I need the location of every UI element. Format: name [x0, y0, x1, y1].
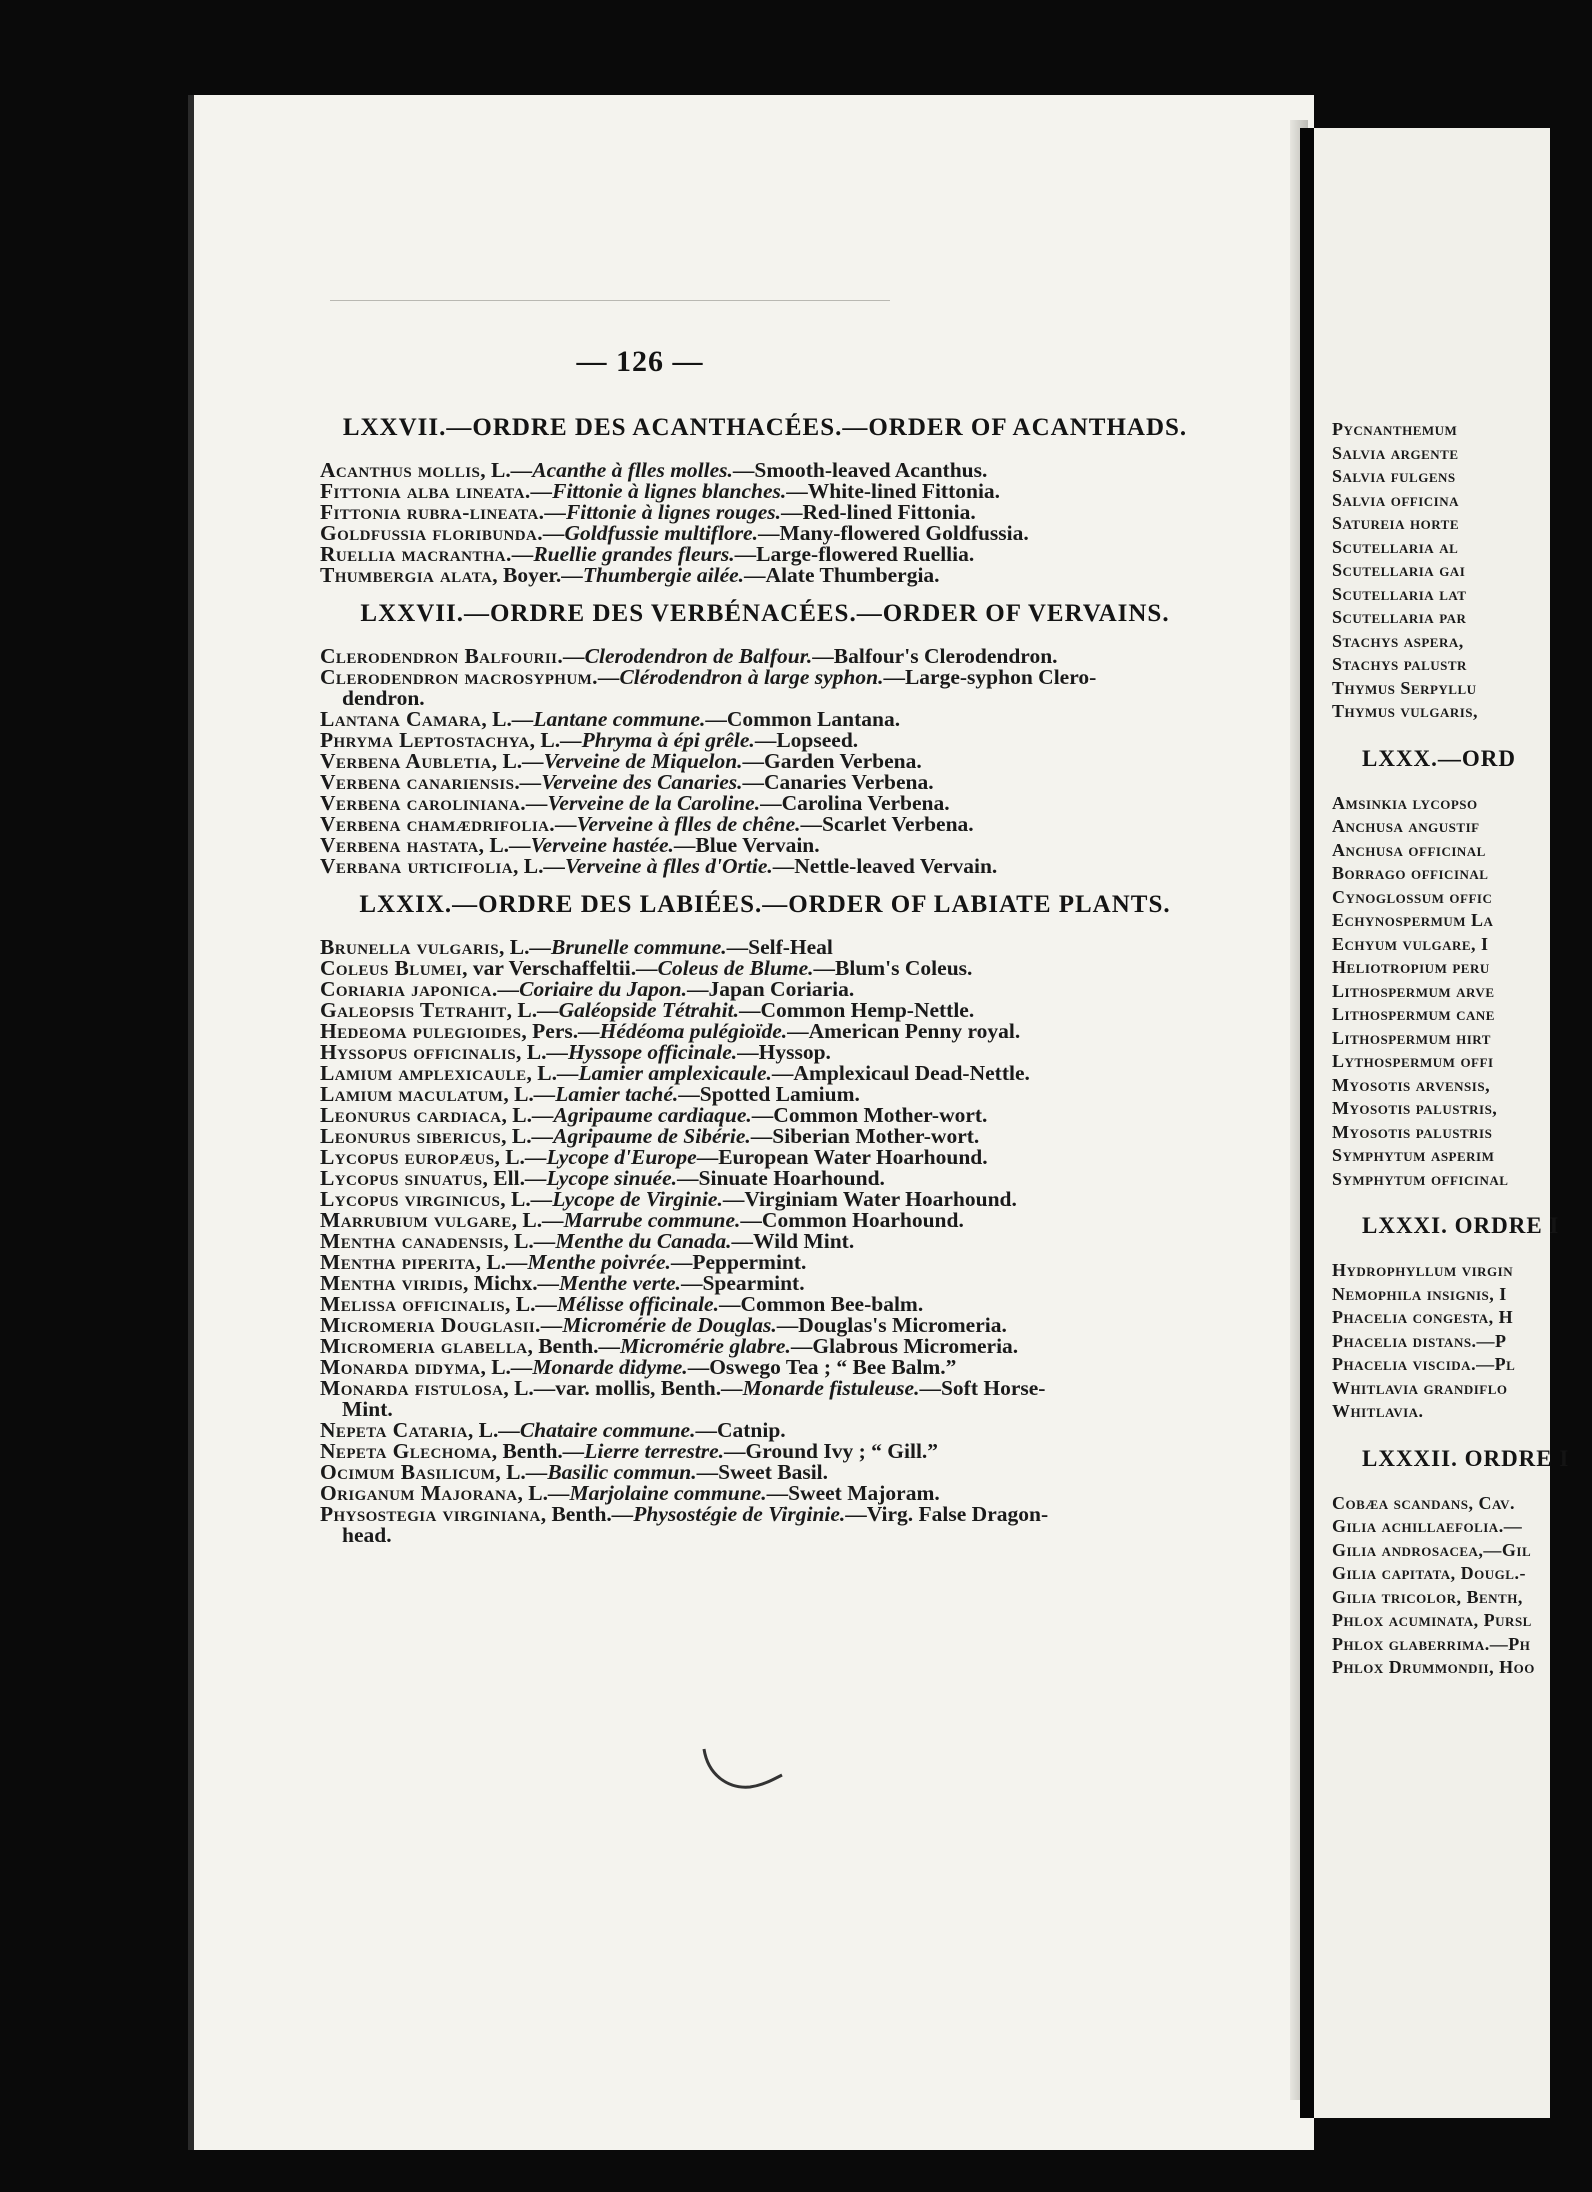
plant-entry	[320, 1189, 1210, 1210]
right-page-line: Anchusa officinal	[1332, 839, 1486, 860]
english-name: —Large-flowered Ruellia.	[734, 542, 975, 566]
right-page-line: Nemophila insignis, I	[1332, 1283, 1507, 1304]
right-page-column	[1332, 418, 1592, 1680]
plant-entry	[320, 1504, 1210, 1546]
french-name: —Menthe verte.	[537, 1271, 681, 1295]
french-name: —Menthe poivrée.	[506, 1250, 671, 1274]
authority: , L.	[481, 707, 512, 731]
scientific-name: Coleus Blumei	[320, 956, 463, 980]
right-list-a	[1332, 418, 1592, 724]
order-heading	[320, 600, 1210, 628]
right-page-line: Gilia androsacea,—Gil	[1332, 1539, 1532, 1560]
order-heading	[320, 891, 1210, 919]
right-heading-2: LXXXI. ORDRE I	[1362, 1213, 1560, 1238]
plant-entry	[320, 1336, 1210, 1357]
authority: , L.	[529, 728, 561, 752]
right-page	[1300, 128, 1570, 2118]
french-name: —Agripaume de Sibérie.	[531, 1124, 751, 1148]
scientific-name: Lamium maculatum	[320, 1082, 504, 1106]
scientific-name: Clerodendron macrosyphum.	[320, 665, 598, 689]
right-page-line: Cobæa scandans, Cav.	[1332, 1492, 1516, 1513]
entry-list	[320, 937, 1210, 1546]
plant-entry	[320, 1021, 1210, 1042]
french-name: —Lierre terrestre.	[562, 1439, 725, 1463]
english-name: —Scarlet Verbena.	[800, 812, 974, 836]
english-name: —Nettle-leaved Vervain.	[772, 854, 998, 878]
authority: , L.	[503, 1229, 534, 1253]
right-page-line: Myosotis palustris	[1332, 1121, 1493, 1142]
authority: , Pers.	[521, 1019, 579, 1043]
scientific-name: Hedeoma pulegioides	[320, 1019, 522, 1043]
plant-entry	[320, 1084, 1210, 1105]
plant-entry	[320, 544, 1210, 565]
authority: , L.	[501, 1124, 532, 1148]
authority: , L.	[467, 1418, 499, 1442]
english-name: —Spearmint.	[680, 1271, 805, 1295]
entry-list	[320, 646, 1210, 877]
right-page-line: Phacelia viscida.—Pl	[1332, 1354, 1516, 1374]
right-list-b	[1332, 792, 1592, 1192]
scientific-name: Coriaria japonica.	[320, 977, 498, 1001]
right-page-line: Symphytum officinal	[1332, 1168, 1509, 1189]
french-name: —Hyssope officinale.	[546, 1040, 738, 1064]
right-page-line: Borrago officinal	[1332, 863, 1489, 883]
right-page-line: Pycnanthemum	[1332, 419, 1458, 439]
french-name: —Verveine à flles d'Ortie.	[543, 854, 773, 878]
right-page-line: Lithospermum arve	[1332, 980, 1495, 1001]
english-name: —American Penny royal.	[787, 1019, 1021, 1043]
plant-entry	[320, 793, 1210, 814]
scientific-name: Nepeta Cataria	[320, 1418, 468, 1442]
plant-entry	[320, 1168, 1210, 1189]
scientific-name: Marrubium vulgare	[320, 1208, 512, 1232]
plant-entry	[320, 751, 1210, 772]
plant-entry	[320, 1210, 1210, 1231]
pencil-mark	[698, 1745, 788, 1795]
english-name: —Carolina Verbena.	[760, 791, 950, 815]
english-name: —Self-Heal	[726, 935, 833, 959]
english-name: —Oswego Tea ; “ Bee Balm.”	[687, 1355, 957, 1379]
plant-entry	[320, 1231, 1210, 1252]
plant-entry	[320, 502, 1210, 523]
scientific-name: Fittonia alba lineata.	[320, 479, 531, 503]
scientific-name: Mentha piperita	[320, 1250, 476, 1274]
scientific-name: Origanum Majorana	[320, 1481, 518, 1505]
page-number: — 126 —	[576, 345, 704, 378]
scientific-name: Verbena caroliniana.	[320, 791, 526, 815]
scientific-name: Brunella vulgaris	[320, 935, 500, 959]
right-page-line: Amsinkia lycopso	[1332, 792, 1478, 813]
entry-continuation: Mint.	[342, 1397, 393, 1421]
plant-entry	[320, 1063, 1210, 1084]
authority: , var Verschaffeltii.	[462, 956, 637, 980]
right-page-line: Gilia tricolor, Benth,	[1332, 1586, 1523, 1607]
scientific-name: Micromeria Douglasii.	[320, 1313, 541, 1337]
french-name: —Agripaume cardiaque.	[532, 1103, 752, 1127]
right-page-line: Satureia horte	[1332, 513, 1459, 533]
french-name: —Monarde didyme.	[510, 1355, 688, 1379]
french-name: —Marjolaine commune.	[547, 1481, 767, 1505]
french-name: —Brunelle commune.	[529, 935, 727, 959]
plant-entry	[320, 937, 1210, 958]
plant-entry	[320, 958, 1210, 979]
english-name: —Garden Verbena.	[742, 749, 922, 773]
right-page-line: Phlox Drummondii, Hoo	[1332, 1657, 1535, 1677]
french-name: —Verveine de Miquelon.	[522, 749, 743, 773]
scientific-name: Acanthus mollis	[320, 458, 481, 482]
scientific-name: Lycopus sinuatus	[320, 1166, 483, 1190]
plant-entry	[320, 565, 1210, 586]
english-name: —European Water Hoarhound.	[696, 1145, 988, 1169]
right-page-line: Echyum vulgare, I	[1332, 933, 1489, 954]
plant-entry	[320, 1462, 1210, 1483]
plant-entry	[320, 1147, 1210, 1168]
plant-entry	[320, 835, 1210, 856]
right-heading-3: LXXXII. ORDRE I	[1362, 1445, 1570, 1471]
english-name: —Virginiam Water Hoarhound.	[722, 1187, 1017, 1211]
right-page-line: Lithospermum cane	[1332, 1004, 1495, 1024]
right-list-d	[1332, 1492, 1592, 1680]
french-name: —Thumbergie ailée.	[561, 563, 745, 587]
scientific-name: Verbena Aubletia	[320, 749, 492, 773]
french-name: —Mélisse officinale.	[535, 1292, 719, 1316]
scientific-name: Lycopus europæus	[320, 1145, 495, 1169]
english-name: —Siberian Mother-wort.	[750, 1124, 980, 1148]
right-page-line: Scutellaria lat	[1332, 583, 1467, 604]
plant-entry	[320, 460, 1210, 481]
english-name: —White-lined Fittonia.	[786, 479, 1001, 503]
scientific-name: Clerodendron Balfourii.	[320, 644, 564, 668]
scientific-name: Leonurus cardiaca	[320, 1103, 502, 1127]
english-name: —Many-flowered Goldfussia.	[757, 521, 1029, 545]
right-page-line: Salvia fulgens	[1332, 466, 1456, 486]
plant-entry	[320, 523, 1210, 544]
english-name: —Smooth-leaved Acanthus.	[732, 458, 988, 482]
french-name: —Marrube commune.	[542, 1208, 741, 1232]
english-name: —Wild Mint.	[731, 1229, 855, 1253]
english-name: —Balfour's Clerodendron.	[812, 644, 1058, 668]
english-name: —Glabrous Micromeria.	[790, 1334, 1019, 1358]
english-name: —Soft Horse-	[919, 1376, 1046, 1400]
scientific-name: Melissa officinalis	[320, 1292, 505, 1316]
right-page-line: Phlox glaberrima.—Ph	[1332, 1633, 1531, 1654]
plant-entry	[320, 1273, 1210, 1294]
authority: , L.	[495, 1460, 526, 1484]
french-name: —Basilic commun.	[525, 1460, 697, 1484]
french-name: —Goldfussie multiflore.	[542, 521, 758, 545]
plant-entry	[320, 1441, 1210, 1462]
english-name: —Hyssop.	[737, 1040, 831, 1064]
plant-entry	[320, 1000, 1210, 1021]
scientific-name: Hyssopus officinalis	[320, 1040, 516, 1064]
english-name: —Large-syphon Clero-	[883, 665, 1097, 689]
right-page-line: Stachys palustr	[1332, 654, 1467, 674]
french-name: —Lycope de Virginie.	[530, 1187, 723, 1211]
scientific-name: Verbana urticifolia	[320, 854, 513, 878]
authority: , L.	[515, 1040, 547, 1064]
authority: , Ell.	[482, 1166, 525, 1190]
scientific-name: Fittonia rubra-lineata.	[320, 500, 545, 524]
english-name: —Common Hoarhound.	[740, 1208, 964, 1232]
authority: , L.	[501, 1103, 532, 1127]
authority: , Benth.	[540, 1502, 612, 1526]
french-name: —Lantane commune.	[511, 707, 706, 731]
english-name: —Amplexicaul Dead-Nettle.	[771, 1061, 1030, 1085]
english-name: —Common Hemp-Nettle.	[738, 998, 975, 1022]
french-name: —Verveine hastée.	[509, 833, 674, 857]
order-heading-fr: LXXIX.—ORDRE DES LABIÉES.	[359, 891, 763, 918]
right-page-line: Thymus Serpyllu	[1332, 677, 1477, 698]
french-name: —Fittonie à lignes blanches.	[530, 479, 787, 503]
right-page-line: Salvia officina	[1332, 489, 1459, 510]
order-heading-fr: LXXVII.—ORDRE DES VERBÉNACÉES.	[360, 600, 857, 627]
plant-entry	[320, 709, 1210, 730]
french-name: —Lycope d'Europe	[524, 1145, 697, 1169]
right-page-line: Lithospermum hirt	[1332, 1027, 1491, 1048]
right-list-c	[1332, 1259, 1592, 1424]
plant-entry	[320, 1483, 1210, 1504]
english-name: —Canaries Verbena.	[742, 770, 934, 794]
main-text	[320, 400, 1210, 1556]
authority: , Michx.	[462, 1271, 538, 1295]
right-page-line: Phacelia congesta, H	[1332, 1307, 1514, 1327]
plant-entry	[320, 1126, 1210, 1147]
scientific-name: Lycopus virginicus	[320, 1187, 501, 1211]
french-name: —Fittonie à lignes rouges.	[544, 500, 781, 524]
scientific-name: Monarda fistulosa	[320, 1376, 504, 1400]
right-page-line: Cynoglossum offic	[1332, 886, 1493, 907]
right-page-line: Hydrophyllum virgin	[1332, 1260, 1514, 1280]
right-heading-1: LXXX.—ORD	[1362, 745, 1517, 771]
authority: , Benth.	[527, 1334, 599, 1358]
french-name: —Chataire commune.	[498, 1418, 696, 1442]
plant-entry	[320, 1042, 1210, 1063]
scientific-name: Mentha viridis	[320, 1271, 463, 1295]
english-name: —Alate Thumbergia.	[744, 563, 940, 587]
authority: , L.	[513, 854, 544, 878]
french-name: —Lamier taché.	[533, 1082, 679, 1106]
french-name: —Monarde fistuleuse.	[721, 1376, 920, 1400]
french-name: —Verveine des Canaries.	[519, 770, 743, 794]
french-name: —Hédéoma pulégioïde.	[578, 1019, 788, 1043]
english-name: —Spotted Lamium.	[678, 1082, 860, 1106]
entry-continuation: head.	[342, 1523, 392, 1547]
plant-entry	[320, 481, 1210, 502]
plant-entry	[320, 772, 1210, 793]
authority: , L.	[506, 998, 538, 1022]
authority: , L.	[499, 935, 530, 959]
right-page-line: Stachys aspera,	[1332, 630, 1464, 651]
order-heading-fr: LXXVII.—ORDRE DES ACANTHACÉES.	[342, 414, 843, 441]
french-name: —Menthe du Canada.	[533, 1229, 732, 1253]
plant-entry	[320, 1357, 1210, 1378]
plant-entry	[320, 667, 1210, 709]
right-page-line: Symphytum asperim	[1332, 1145, 1495, 1165]
french-name: —Ruellie grandes fleurs.	[511, 542, 735, 566]
right-page-line: Phlox acuminata, Pursl	[1332, 1610, 1532, 1630]
scientific-name: Lamium amplexicaule	[320, 1061, 527, 1085]
authority: , L.	[503, 1082, 534, 1106]
entry-continuation: dendron.	[342, 686, 425, 710]
plant-entry	[320, 1105, 1210, 1126]
english-name: —Douglas's Micromeria.	[776, 1313, 1007, 1337]
top-rule	[330, 300, 890, 301]
french-name: —Lamier amplexicaule.	[556, 1061, 772, 1085]
plant-entry	[320, 1252, 1210, 1273]
right-page-line: Scutellaria par	[1332, 607, 1467, 627]
english-name: —Ground Ivy ; “ Gill.”	[724, 1439, 939, 1463]
english-name: —Catnip.	[695, 1418, 786, 1442]
right-page-line: Scutellaria gai	[1332, 560, 1466, 580]
authority: , L.	[480, 1355, 511, 1379]
english-name: —Blum's Coleus.	[813, 956, 973, 980]
plant-entry	[320, 1315, 1210, 1336]
french-name: —Lycope sinuée.	[524, 1166, 678, 1190]
scientific-name: Physostegia virginiana	[320, 1502, 541, 1526]
authority: , L.	[478, 833, 510, 857]
right-page-line: Salvia argente	[1332, 442, 1459, 463]
french-name: —Clérodendron à large syphon.	[597, 665, 884, 689]
order-heading-en: —ORDER OF VERVAINS.	[856, 600, 1170, 627]
authority: , L.	[491, 749, 523, 773]
english-name: —Sinuate Hoarhound.	[677, 1166, 885, 1190]
plant-entry	[320, 814, 1210, 835]
english-name: —Common Lantana.	[705, 707, 901, 731]
scientific-name: Nepeta Glechoma	[320, 1439, 492, 1463]
order-heading-en: —ORDER OF ACANTHADS.	[842, 414, 1188, 441]
english-name: —Common Mother-wort.	[751, 1103, 988, 1127]
french-name: —Clerodendron de Balfour.	[563, 644, 813, 668]
scientific-name: Phryma Leptostachya	[320, 728, 530, 752]
english-name: —Blue Vervain.	[673, 833, 820, 857]
english-name: —Sweet Majoram.	[766, 1481, 940, 1505]
plant-entry	[320, 646, 1210, 667]
french-name: —Phryma à épi grêle.	[560, 728, 755, 752]
scientific-name: Monarda didyma	[320, 1355, 481, 1379]
authority: , L.	[500, 1187, 531, 1211]
authority: , L.	[526, 1061, 557, 1085]
right-page-line: Gilia capitata, Dougl.-	[1332, 1563, 1526, 1583]
right-page-line: Anchusa angustif	[1332, 816, 1480, 836]
scientific-name: Verbena canariensis	[320, 770, 515, 794]
scientific-name: Leonurus sibericus	[320, 1124, 502, 1148]
english-name: —Virg. False Dragon-	[845, 1502, 1049, 1526]
plant-entry	[320, 1294, 1210, 1315]
plant-entry	[320, 1378, 1210, 1420]
authority: .	[514, 770, 520, 794]
english-name: —Red-lined Fittonia.	[781, 500, 976, 524]
french-name: —Acanthe à flles molles.	[510, 458, 733, 482]
scientific-name: Verbena chamædrifolia.	[320, 812, 556, 836]
right-page-line: Phacelia distans.—P	[1332, 1330, 1507, 1351]
plant-entry	[320, 730, 1210, 751]
english-name: —Peppermint.	[670, 1250, 807, 1274]
order-heading-en: —ORDER OF LABIATE PLANTS.	[762, 891, 1171, 918]
french-name: —Coriaire du Japon.	[497, 977, 688, 1001]
authority: , Boyer.	[492, 563, 562, 587]
english-name: —Sweet Basil.	[696, 1460, 829, 1484]
authority: , L.	[517, 1481, 548, 1505]
authority: , Benth.	[491, 1439, 563, 1463]
authority: , L.—var. mollis, Benth.	[503, 1376, 722, 1400]
right-page-line: Gilia achillaefolia.—	[1332, 1516, 1523, 1536]
plant-entry	[320, 1420, 1210, 1441]
scientific-name: Lantana Camara	[320, 707, 482, 731]
right-page-line: Lythospermum offi	[1332, 1051, 1494, 1071]
scientific-name: Micromeria glabella	[320, 1334, 528, 1358]
right-page-line: Myosotis arvensis,	[1332, 1074, 1491, 1095]
scientific-name: Galeopsis Tetrahit	[320, 998, 507, 1022]
plant-entry	[320, 979, 1210, 1000]
right-page-line: Echynospermum La	[1332, 910, 1494, 930]
french-name: —Micromérie de Douglas.	[540, 1313, 777, 1337]
authority: , L.	[480, 458, 511, 482]
scientific-name: Mentha canadensis	[320, 1229, 504, 1253]
authority: , L.	[504, 1292, 536, 1316]
french-name: —Coleus de Blume.	[636, 956, 814, 980]
french-name: —Verveine à flles de chêne.	[555, 812, 801, 836]
right-page-line: Whitlavia.	[1332, 1401, 1424, 1421]
authority: , L.	[511, 1208, 543, 1232]
right-page-line: Thymus vulgaris,	[1332, 701, 1479, 721]
english-name: —Common Bee-balm.	[718, 1292, 924, 1316]
french-name: —Micromérie glabre.	[598, 1334, 791, 1358]
right-page-line: Heliotropium peru	[1332, 957, 1490, 977]
french-name: —Verveine de la Caroline.	[525, 791, 761, 815]
right-page-line: Whitlavia grandiflo	[1332, 1377, 1508, 1398]
english-name: —Japan Coriaria.	[687, 977, 855, 1001]
english-name: —Lopseed.	[754, 728, 859, 752]
authority: , L.	[494, 1145, 525, 1169]
french-name: —Galéopside Tétrahit.	[537, 998, 739, 1022]
scientific-name: Ruellia macrantha.	[320, 542, 512, 566]
entry-list	[320, 460, 1210, 586]
authority: , L.	[475, 1250, 507, 1274]
scientific-name: Ocimum Basilicum	[320, 1460, 496, 1484]
scientific-name: Goldfussia floribunda.	[320, 521, 543, 545]
right-page-line: Myosotis palustris,	[1332, 1098, 1498, 1118]
right-page-line: Scutellaria al	[1332, 536, 1459, 557]
order-heading	[320, 414, 1210, 442]
scientific-name: Verbena hastata	[320, 833, 479, 857]
plant-entry	[320, 856, 1210, 877]
scientific-name: Thumbergia alata	[320, 563, 493, 587]
french-name: —Physostégie de Virginie.	[611, 1502, 846, 1526]
